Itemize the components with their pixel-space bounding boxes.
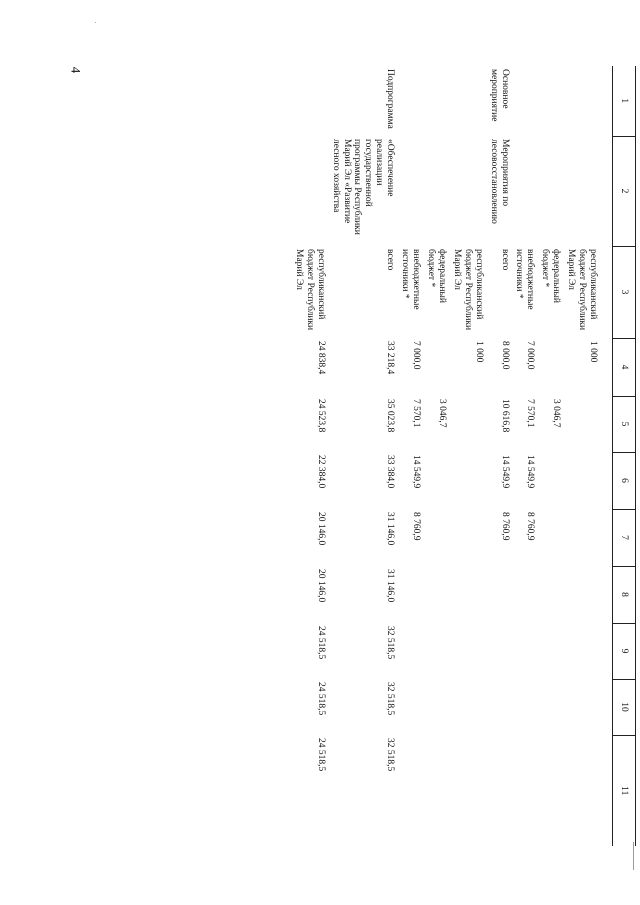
header-col-6: 6 [613, 452, 636, 509]
cell-c11 [449, 735, 486, 846]
cell-c8: 20 146,0 [315, 569, 326, 603]
cell-c11 [537, 735, 563, 846]
table-row [563, 66, 600, 846]
cell-c7: 20 146,0 [315, 512, 326, 546]
rotated-table-page [126, 66, 636, 846]
cell-c1: Подпрограмма [385, 69, 396, 129]
cell-c6 [449, 452, 486, 509]
cell-c3: внебюджетные источники * [400, 249, 422, 310]
cell-c11 [486, 735, 512, 846]
cell-c11 [563, 735, 600, 846]
cell-c10 [423, 679, 449, 735]
cell-c6: 14 549,9 [411, 455, 422, 489]
cell-c9 [423, 623, 449, 679]
cell-c4: 7 000,0 [525, 341, 536, 370]
cell-c10 [449, 679, 486, 735]
cell-c4: 1 000 [473, 341, 484, 363]
header-col-7: 7 [613, 509, 636, 566]
cell-c4: 33 218,4 [385, 341, 396, 375]
cell-c9: 24 518,5 [315, 626, 326, 660]
cell-c1: Основное мероприятие [488, 69, 510, 122]
cell-c3: федеральный бюджет * [426, 249, 447, 303]
cell-c1 [397, 66, 423, 136]
cell-c1 [512, 66, 538, 136]
budget-table [291, 66, 636, 846]
cell-c7: 8 760,9 [525, 512, 536, 541]
cell-c6 [537, 452, 563, 509]
cell-c2 [537, 136, 563, 246]
cell-c10 [537, 679, 563, 735]
cell-c2 [563, 136, 600, 246]
cell-c2 [397, 136, 423, 246]
cell-c2: Мероприятия по лесовосстановлению [488, 139, 510, 224]
cell-c9 [486, 623, 512, 679]
table-row [449, 66, 486, 846]
cell-c3: внебюджетные источники * [514, 249, 536, 310]
cell-c9 [397, 623, 423, 679]
cell-c6: 14 549,9 [499, 455, 510, 489]
cell-c2 [449, 136, 486, 246]
cell-c3: республиканский бюджет Республики Марий Эл [451, 249, 484, 331]
scan-edge-mark [633, 842, 634, 870]
cell-c10 [486, 679, 512, 735]
cell-c10: 24 518,5 [315, 682, 326, 716]
cell-c7 [423, 509, 449, 566]
cell-c7 [449, 509, 486, 566]
cell-c2: «Обеспечение реализации государственной программы Республики Марий Эл «Развитие лесного хозяйства [330, 139, 396, 235]
cell-c8 [397, 566, 423, 623]
header-col-1: 1 [613, 66, 636, 136]
cell-c5 [563, 396, 600, 452]
table-row [328, 66, 398, 846]
cell-c8 [563, 566, 600, 623]
cell-c1 [449, 66, 486, 136]
cell-c1 [291, 66, 328, 136]
table-row [423, 66, 449, 846]
cell-c4: 8 000,0 [499, 341, 510, 370]
header-col-10: 10 [613, 679, 636, 735]
cell-c8 [537, 566, 563, 623]
cell-c5: 3 046,7 [551, 399, 562, 428]
header-col-3: 3 [613, 246, 636, 338]
cell-c9 [563, 623, 600, 679]
header-col-11: 11 [613, 735, 636, 846]
cell-c10 [512, 679, 538, 735]
scan-speck [95, 22, 96, 23]
table-row [397, 66, 423, 846]
cell-c4: 1 000 [588, 341, 598, 363]
header-col-4: 4 [613, 338, 636, 396]
cell-c10 [563, 679, 600, 735]
cell-c3: всего [385, 249, 396, 271]
cell-c7 [537, 509, 563, 566]
cell-c3: республиканский бюджет Республики Марий Эл [566, 249, 598, 331]
cell-c3: федеральный бюджет * [540, 249, 562, 303]
cell-c5: 24 523,8 [315, 399, 326, 433]
cell-c9 [449, 623, 486, 679]
page-number: 4 [68, 66, 84, 74]
cell-c7 [563, 509, 600, 566]
cell-c9 [537, 623, 563, 679]
cell-c4: 24 838,4 [315, 341, 326, 375]
cell-c2 [512, 136, 538, 246]
header-col-2: 2 [613, 136, 636, 246]
cell-c7: 8 760,9 [499, 512, 510, 541]
cell-c5: 7 570,1 [411, 399, 422, 428]
cell-c5: 35 023,8 [385, 399, 396, 433]
cell-c6 [423, 452, 449, 509]
cell-c6: 22 384,0 [315, 455, 326, 489]
cell-c5 [449, 396, 486, 452]
table-row [486, 66, 512, 846]
cell-c6 [563, 452, 600, 509]
header-col-5: 5 [613, 396, 636, 452]
cell-c3: республиканский бюджет Республики Марий Эл [293, 249, 326, 331]
cell-c5: 7 570,1 [525, 399, 536, 428]
cell-c9: 32 518,5 [385, 626, 396, 660]
cell-c8: 31 146,0 [385, 569, 396, 603]
cell-c8 [486, 566, 512, 623]
cell-c8 [449, 566, 486, 623]
cell-c5: 3 046,7 [436, 399, 447, 428]
cell-c8 [512, 566, 538, 623]
cell-c11 [512, 735, 538, 846]
cell-c11: 24 518,5 [315, 738, 326, 772]
cell-c3: всего [499, 249, 510, 271]
table-row [291, 66, 328, 846]
table-header-row [613, 66, 636, 846]
cell-c2 [291, 136, 328, 246]
header-col-9: 9 [613, 623, 636, 679]
header-col-8: 8 [613, 566, 636, 623]
cell-c11 [397, 735, 423, 846]
cell-c7: 31 146,0 [385, 512, 396, 546]
table-row [537, 66, 563, 846]
cell-c6: 14 549,9 [525, 455, 536, 489]
cell-c2 [423, 136, 449, 246]
cell-c4 [423, 338, 449, 396]
cell-c11: 32 518,5 [385, 738, 396, 772]
cell-c1 [423, 66, 449, 136]
cell-c8 [423, 566, 449, 623]
cell-c10 [397, 679, 423, 735]
cell-c6: 33 384,0 [385, 455, 396, 489]
cell-c1 [563, 66, 600, 136]
cell-c10: 32 518,5 [385, 682, 396, 716]
cell-c4 [537, 338, 563, 396]
cell-c5: 10 616,8 [499, 399, 510, 433]
cell-c9 [512, 623, 538, 679]
cell-c11 [423, 735, 449, 846]
table-row [512, 66, 538, 846]
spacer-row [600, 66, 613, 846]
cell-c4: 7 000,0 [411, 341, 422, 370]
cell-c1 [537, 66, 563, 136]
cell-c7: 8 760,9 [411, 512, 422, 541]
